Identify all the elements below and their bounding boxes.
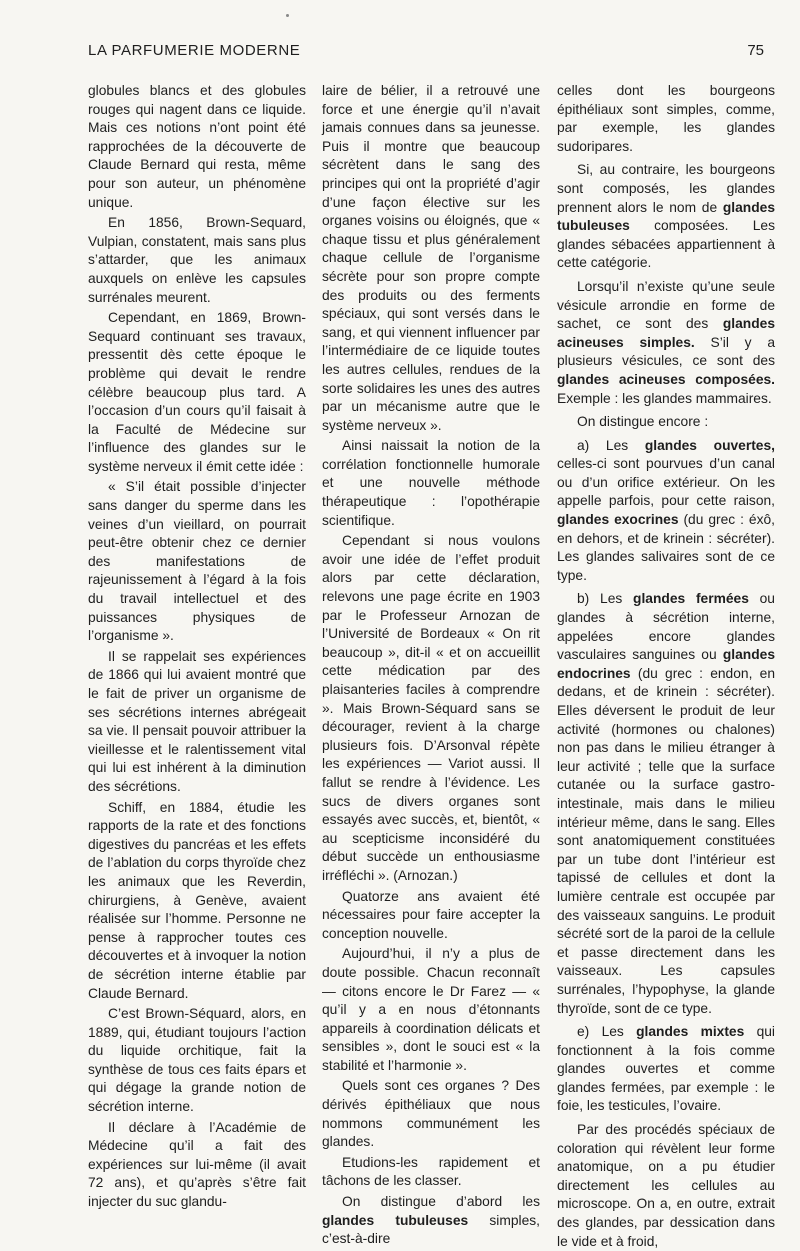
text-run: Cependant si nous voulons avoir une idée de l’effet produit alors par cette déclaration, relevons une page écrite en 1903 par le Professeur Arnozan de l’Université de Bordeaux « On rit beaucoup », dit-il « et on accueillit cette médication par des plaisanteries faciles à comprendre ». Mais Brown-Séquard sans se décourager, revient à la charge plusieurs fois. D’Arsonval répète les expériences — Variot aussi. Il fallut se rendre à l’évidence. Les sucs de divers organes sont essayés avec succès, et, bientôt, « au scepticisme inconsidéré du début succède un enthousiasme irréfléchi ». (Arnozan.) <box>322 533 540 883</box>
text-run: e) Les <box>577 1024 637 1040</box>
paragraph <box>88 1119 306 1212</box>
bold-term: glandes acineuses simples. <box>557 316 775 350</box>
paragraph <box>88 799 306 1004</box>
page-number: 75 <box>747 42 764 59</box>
bold-term: glandes fermées <box>633 591 749 607</box>
bold-term: glandes tubuleuses <box>322 1212 469 1228</box>
text-run: Lorsqu’il n’existe qu’une seule vésicule arrondie en forme de sachet, ce sont des <box>557 278 775 332</box>
text-run: b) Les <box>577 591 634 607</box>
paragraph <box>322 1154 540 1191</box>
text-run: a) Les <box>577 437 645 453</box>
bold-term: glandes ouvertes, <box>644 437 775 453</box>
paragraph <box>557 413 775 432</box>
text-run: laire de bélier, il a retrouvé une force et une énergie qu’il n’avait jamais connues dans sa jeunesse. Puis il montre que beaucoup sécrètent dans le sang des principes qui ont la propriété d’agir d’une façon élective sur les organes voisins ou éloignés, que « chaque tissu et plus généralement chaque cellule de l’organisme sécrète pour son propre compte des produits ou des ferments spéciaux, qui sont versés dans le sang, et qui viennent influencer par l’intermédiaire de ce liquide toutes les autres cellules, rendues de la sorte solidaires les unes des autres par un mécanisme autre que le système nerveux ». <box>322 83 540 433</box>
bold-term: glandes tubuleuses <box>557 199 775 234</box>
text-run: Ainsi naissait la notion de la corrélation fonctionnelle humorale et une nouvelle méthode thérapeutique : l’opothérapie scientifique. <box>322 438 540 528</box>
text-run: qui fonctionnent à la fois comme glandes ouvertes et comme glandes fermées, par exemple : le foie, les testicules, l’ovaire. <box>557 1024 775 1114</box>
paragraph <box>557 1023 775 1116</box>
paragraph <box>322 532 540 885</box>
text-run: En 1856, Brown-Sequard, Vulpian, constatent, mais sans plus s’attarder, que les animaux auxquels on enlève les capsules surrénales meurent. <box>88 215 306 305</box>
paragraph <box>88 648 306 797</box>
text-run: ou glandes à sécrétion interne, appelées encore glandes vasculaires sanguines ou <box>557 591 775 663</box>
bold-term: glandes exocrines <box>557 512 679 528</box>
paragraph <box>557 82 775 156</box>
paragraph <box>88 309 306 476</box>
paragraph <box>88 82 306 212</box>
text-run: composées. Les glandes sébacées appartiennent à cette catégorie. <box>557 218 775 271</box>
running-header <box>88 42 764 59</box>
text-run: Par des procédés spéciaux de coloration qui révèlent leur forme anatomique, on a pu étudier directement les cellules au microscope. On a, en outre, extrait des glandes, par dessication dans le vide et à froid, <box>557 1122 775 1249</box>
text-run: Aujourd’hui, il n’y a plus de doute possible. Chacun reconnaît — citons encore le Dr Farez — « qu’il y a en nous d’étonnants appareils à coordination délicats et sensibles », dont le souci est « la stabilité et l’harmonie ». <box>322 946 540 1073</box>
text-run: Il déclare à l’Académie de Médecine qu’il a fait des expériences sur lui-même (il avait 72 ans), et qu’après s’être fait injecter du suc glandu- <box>88 1119 306 1210</box>
text-run: « S’il était possible d’injecter sans danger du sperme dans les veines d’un vieillard, on pourrait peut-être obtenir chez ce dernier des manifestations de rajeunissement à l’égard à la fois du travail intellectuel et des puissances physiques de l’organisme ». <box>88 479 306 644</box>
text-run: globules blancs et des globules rouges qui nagent dans ce liquide. Mais ces notions n’ont point été rapprochées de la découverte de Claude Bernard qui resta, même pour son auteur, un phénomène unique. <box>88 83 306 210</box>
text-run: C’est Brown-Séquard, alors, en 1889, qui, étudiant toujours l’action du liquide orchitique, fait la synthèse de tous ces faits épars et qui dégage la grande notion de sécrétion interne. <box>88 1006 306 1115</box>
text-column-1 <box>88 82 306 1212</box>
paragraph <box>322 888 540 944</box>
paragraph <box>557 1121 775 1251</box>
text-run: celles dont les bourgeons épithéliaux sont simples, comme, par exemple, les glandes sudoripares. <box>557 83 775 154</box>
paragraph <box>322 437 540 530</box>
paragraph <box>322 945 540 1075</box>
text-run: Exemple : les glandes mammaires. <box>557 390 772 406</box>
text-run: (du grec : endon, en dedans, et de krinein : sécréter). Elles déversent le produit de leur activité (hormones ou chalones) non pas dans le milieu étranger à leur activité ; telle que la surface cutanée ou la surface gastro-intestinale, mais dans le milieu intérieur même, dans le sang. Elles sont anatomiquement constituées par un tube dont l’intérieur est tapissé de cellules et dont la lumière centrale est occupée par des vaisseaux sanguins. Le produit sécrété sort de la paroi de la cellule et passe directement dans les vaisseaux. Les capsules surrénales, l’hypophyse, la glande thyroïde, sont de ce type. <box>557 665 775 1016</box>
paragraph <box>88 214 306 307</box>
paragraph <box>322 1193 540 1249</box>
text-run: S’il y a plusieurs vésicules, ce sont des <box>557 334 775 369</box>
text-column-3 <box>557 82 775 1251</box>
paragraph <box>322 82 540 435</box>
paragraph <box>557 437 775 586</box>
paragraph <box>322 1077 540 1151</box>
text-run: simples, c’est-à-dire <box>322 1212 540 1247</box>
text-run: Cependant, en 1869, Brown-Sequard continuant ses travaux, pressentit dès cette époque le problème qui devait le rendre célèbre beaucoup plus tard. A l’occasion d’un cours qu’il faisait à la Faculté de Médecine sur l’influence des glandes sur le système nerveux il émit cette idée : <box>88 310 306 474</box>
paragraph <box>88 1005 306 1117</box>
paragraph <box>557 278 775 408</box>
bold-term: glandes mixtes <box>636 1024 745 1040</box>
bold-term: glandes endocrines <box>557 647 775 681</box>
text-run: celles-ci sont pourvues d’un canal ou d’un orifice extérieur. On les appelle parfois, pour cette raison, <box>557 456 775 509</box>
text-run: Quatorze ans avaient été nécessaires pour faire accepter la conception nouvelle. <box>322 888 540 941</box>
text-run: On distingue d’abord les <box>342 1194 540 1210</box>
journal-title: LA PARFUMERIE MODERNE <box>88 42 301 59</box>
text-run: (du grec : éxô, en dehors, et de krinein : sécréter). Les glandes salivaires sont de ce type. <box>557 512 775 583</box>
text-column-2 <box>322 82 540 1249</box>
text-run: Schiff, en 1884, étudie les rapports de la rate et des fonctions digestives du pancréas et les effets de l’ablation du corps thyroïde chez les animaux que les Reverdin, chirurgiens, à Genève, avaient réalisée sur l’homme. Personne ne pense à rapprocher toutes ces découvertes et à invoquer la notion de sécrétion interne établie par Claude Bernard. <box>88 799 306 1001</box>
ink-speck <box>286 14 289 17</box>
bold-term: glandes acineuses composées. <box>557 371 775 387</box>
text-run: Quels sont ces organes ? Des dérivés épithéliaux que nous nommons communément les glandes. <box>322 1078 540 1150</box>
text-run: Il se rappelait ses expériences de 1866 qui lui avaient montré que le fait de priver un organisme de ses sécrétions internes abrégeait sa vie. Il pensait pouvoir attribuer la vieillesse et le ralentissement vital qui lui est inhérent à la diminution des sécrétions. <box>88 648 306 794</box>
text-run: Etudions-les rapidement et tâchons de les classer. <box>322 1154 540 1189</box>
paragraph <box>557 590 775 1018</box>
text-run: Si, au contraire, les bourgeons sont composés, les glandes prennent alors le nom de <box>557 162 775 215</box>
paragraph <box>88 478 306 645</box>
text-run: On distingue encore : <box>577 414 709 430</box>
paragraph <box>557 161 775 273</box>
